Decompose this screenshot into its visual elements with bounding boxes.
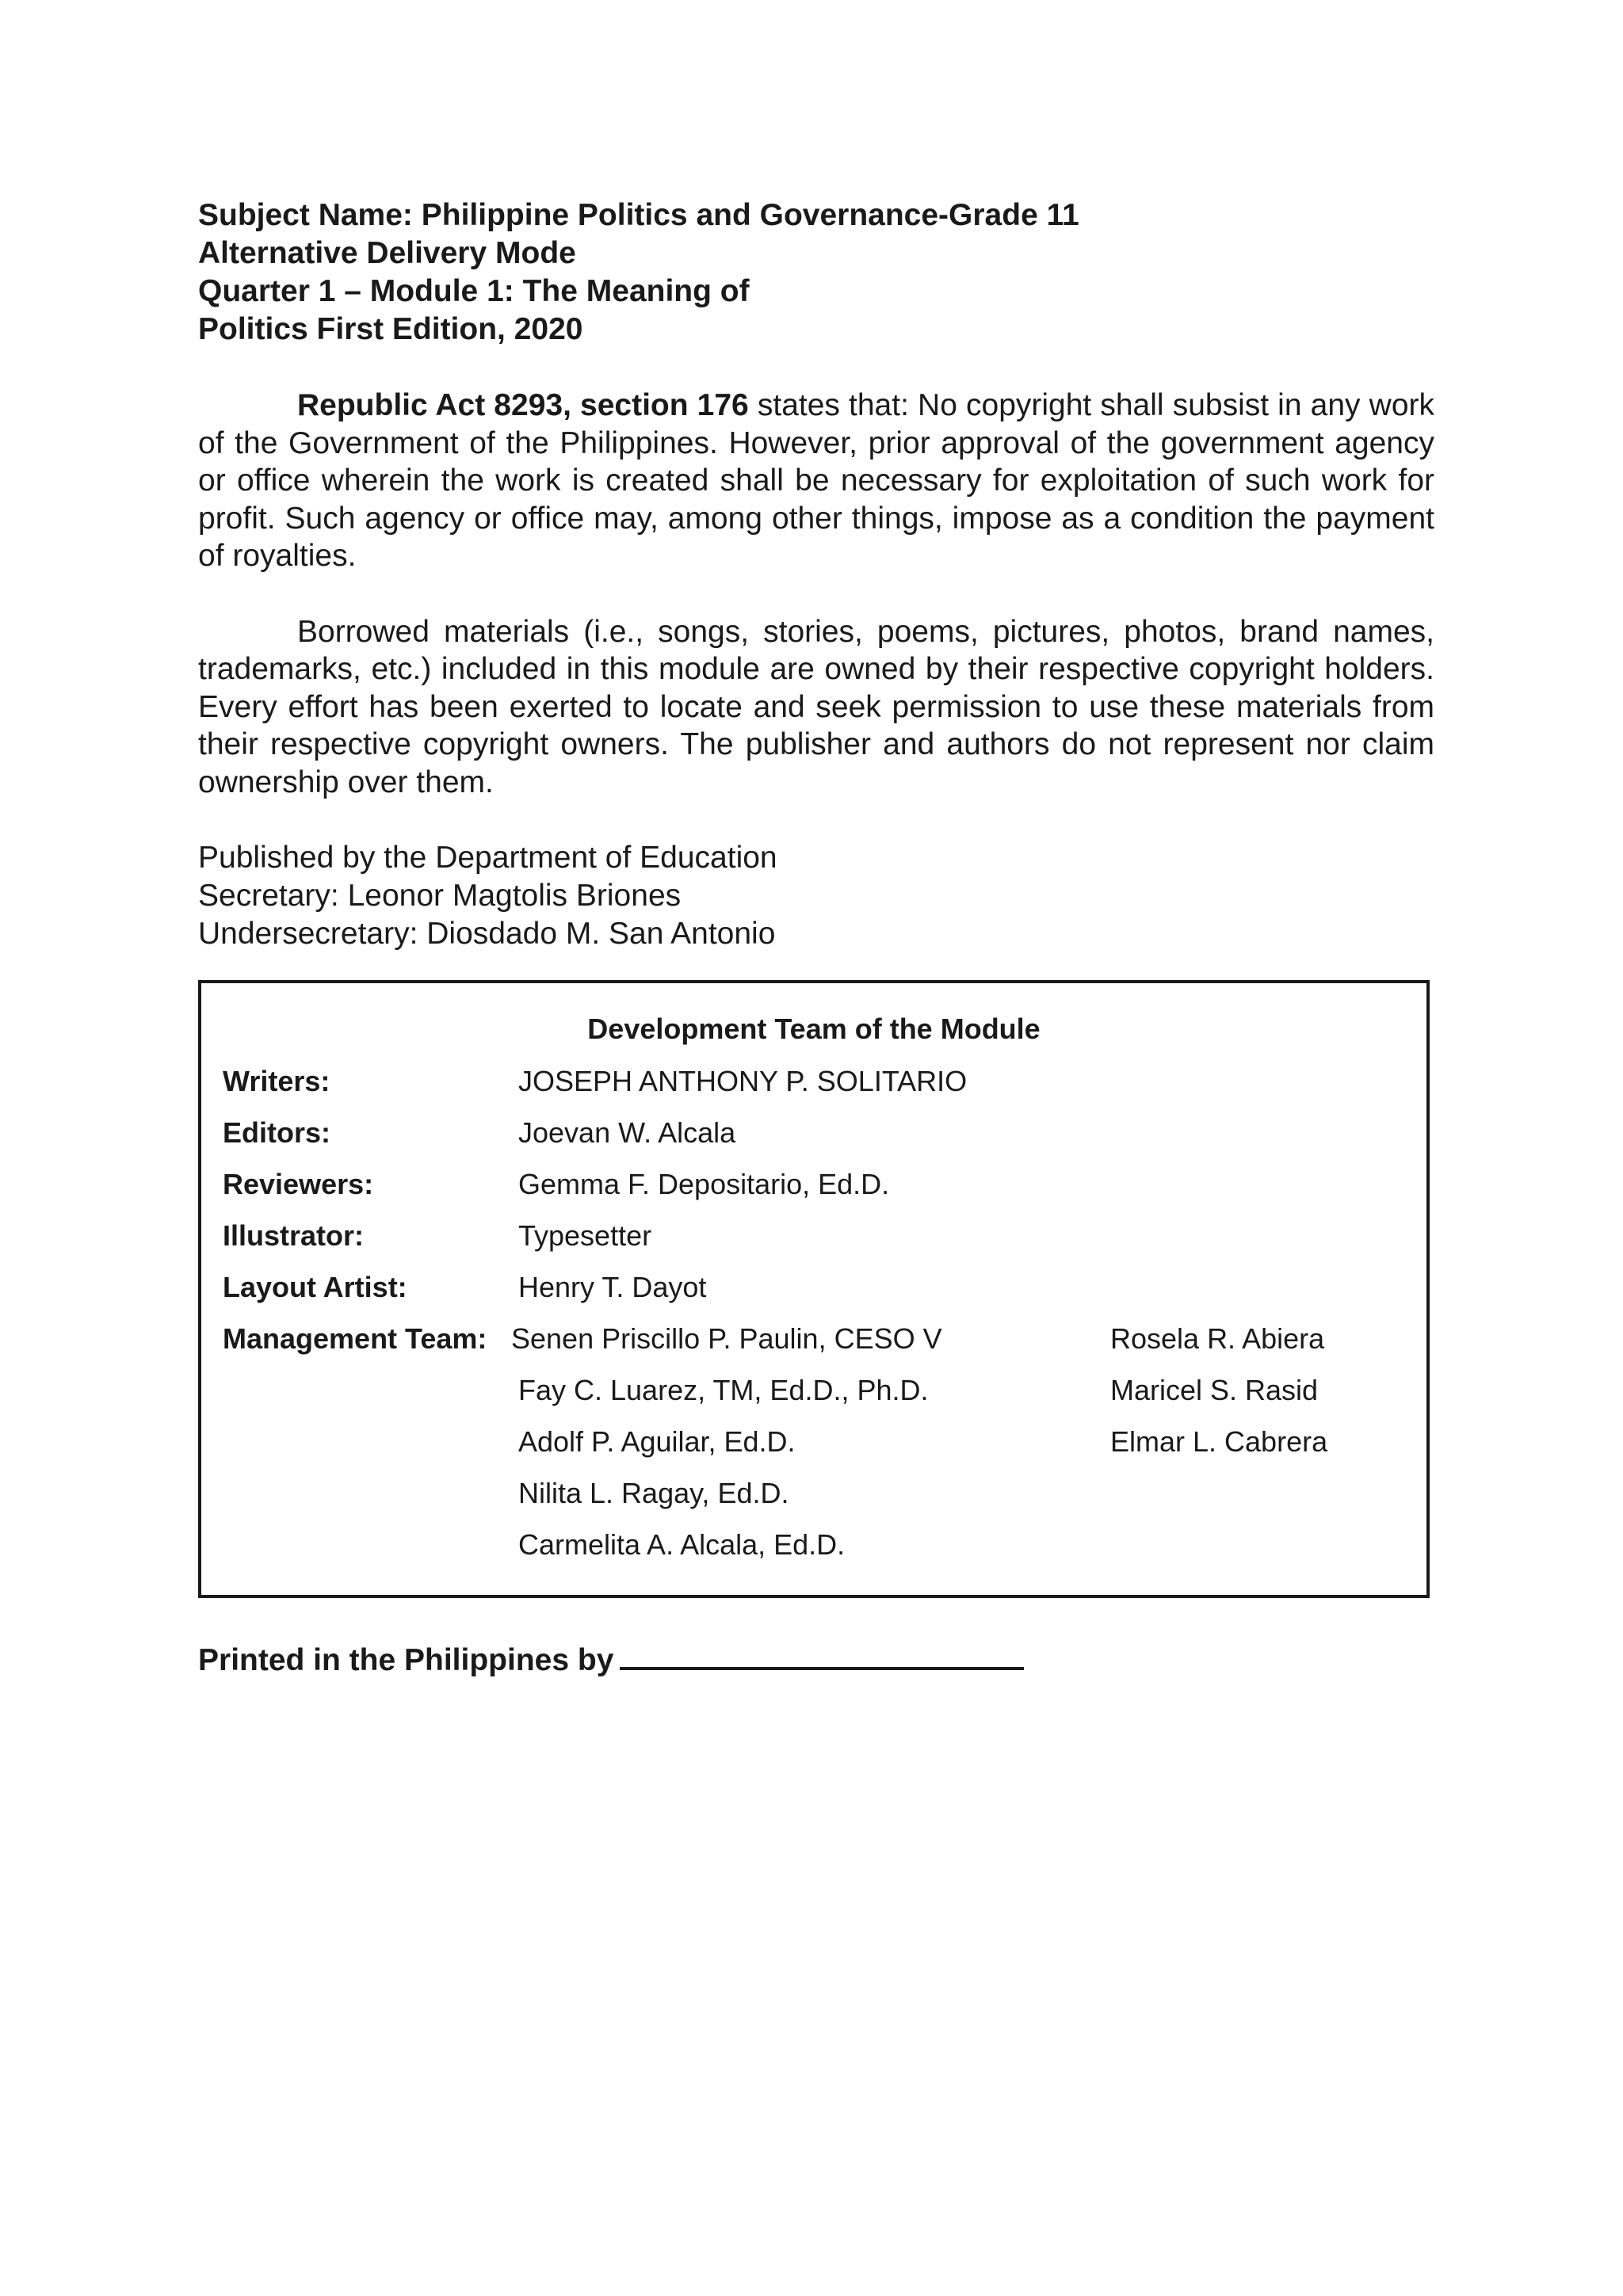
copyright-lead: Republic Act 8293, section 176 [297, 388, 749, 422]
management-member: Rosela R. Abiera [1110, 1322, 1325, 1355]
writers-label: Writers: [223, 1065, 330, 1097]
publication-info [198, 839, 1434, 953]
management-label: Management Team: [223, 1322, 487, 1355]
editors-label: Editors: [223, 1116, 331, 1149]
management-member: Fay C. Luarez, TM, Ed.D., Ph.D. [518, 1374, 929, 1406]
edition-line: Politics First Edition, 2020 [198, 312, 583, 346]
module-header [198, 196, 1434, 349]
copyright-paragraph [198, 387, 1434, 575]
team-heading: Development Team of the Module [587, 1013, 1041, 1045]
document-page [198, 196, 1434, 1677]
management-member: Elmar L. Cabrera [1110, 1425, 1328, 1458]
printed-by-line [198, 1638, 1024, 1680]
illustrator-value: Typesetter [518, 1219, 652, 1252]
management-member: Nilita L. Ragay, Ed.D. [518, 1477, 789, 1509]
layout-artist-label: Layout Artist: [223, 1271, 407, 1303]
reviewers-label: Reviewers: [223, 1168, 374, 1200]
subject-name: Subject Name: Philippine Politics and Governance-Grade 11 [198, 198, 1079, 232]
printer-blank-line [620, 1638, 1024, 1670]
borrowed-materials-paragraph: Borrowed materials (i.e., songs, stories, poems, pictures, photos, brand names, trademarks, etc.) included in this module are owned by their respective copyright holders. Every effort has been exerted to locate and seek permission to use these materials from their respective copyright owners. The publisher and authors do not represent nor claim ownership over them. [198, 614, 1434, 799]
management-member: Maricel S. Rasid [1110, 1374, 1319, 1406]
writers-value: JOSEPH ANTHONY P. SOLITARIO [518, 1065, 968, 1097]
delivery-mode: Alternative Delivery Mode [198, 236, 576, 270]
management-member: Adolf P. Aguilar, Ed.D. [518, 1425, 796, 1458]
illustrator-label: Illustrator: [223, 1219, 365, 1252]
undersecretary: Undersecretary: Diosdado M. San Antonio [198, 917, 776, 951]
editors-value: Joevan W. Alcala [518, 1116, 736, 1149]
layout-artist-value: Henry T. Dayot [518, 1271, 707, 1303]
management-member: Carmelita A. Alcala, Ed.D. [518, 1528, 846, 1561]
printed-by-label: Printed in the Philippines by [198, 1643, 614, 1677]
secretary: Secretary: Leonor Magtolis Briones [198, 879, 682, 913]
copyright-body: states that: No copyright shall subsist in any work of the Government of the Philippines. However, prior approval of the government agency or office wherein the work is created shall be necessary for exploitation of such work for profit. Such agency or office may, among other things, impose as a condition the payment of royalties. [198, 388, 1434, 573]
reviewers-value: Gemma F. Depositario, Ed.D. [518, 1168, 890, 1200]
development-team-box [198, 980, 1430, 1598]
module-title: Quarter 1 – Module 1: The Meaning of [198, 274, 750, 308]
management-member: Senen Priscillo P. Paulin, CESO V [511, 1322, 942, 1355]
published-by: Published by the Department of Education [198, 841, 777, 875]
